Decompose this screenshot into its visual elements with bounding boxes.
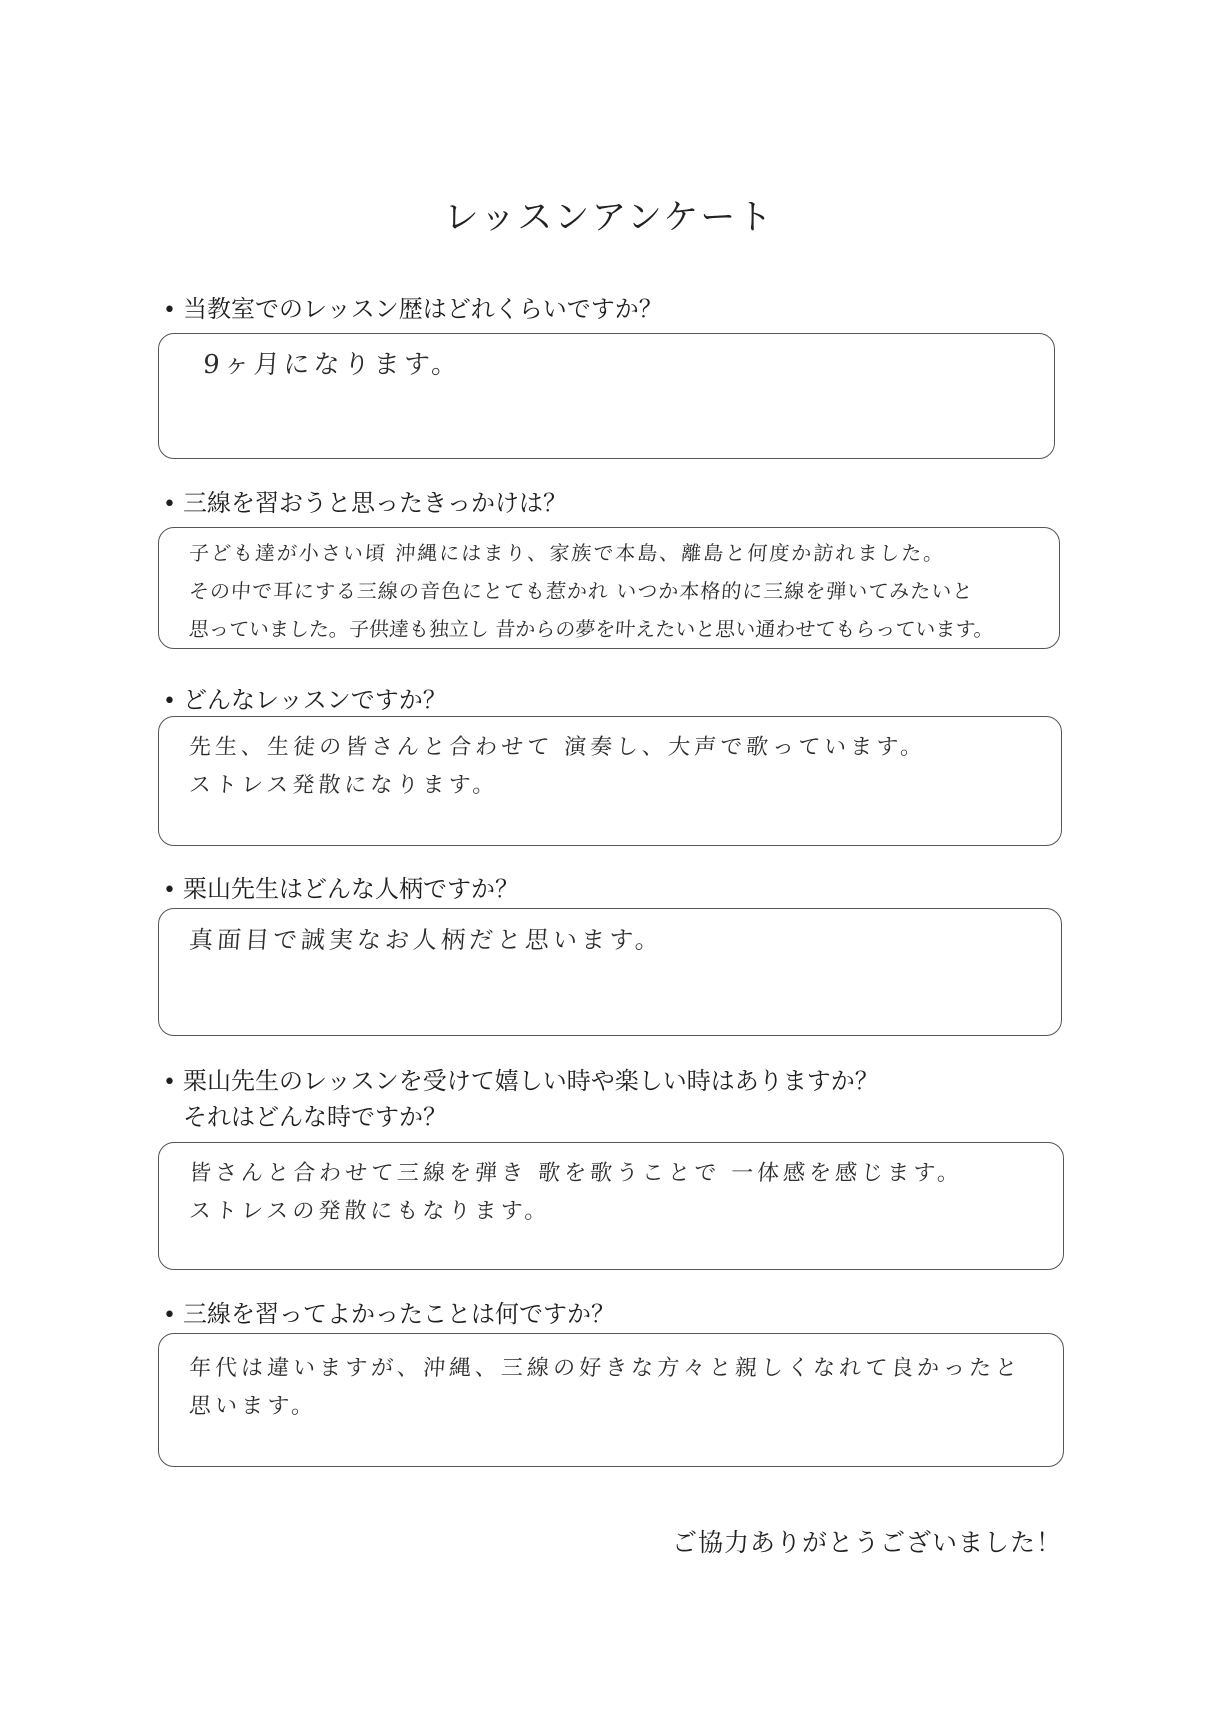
- answer-3-line-2: ストレス発散になります。: [188, 773, 500, 798]
- question-6: [163, 1297, 615, 1333]
- answer-6-line-2: 思います。: [188, 1394, 319, 1419]
- answer-5-line-2: ストレスの発散にもなります。: [188, 1199, 552, 1224]
- question-5-text-line-1: 栗山先生のレッスンを受けて嬉しい時や楽しい時はありますか？: [183, 1067, 879, 1095]
- bullet: •: [163, 689, 176, 714]
- bullet: •: [163, 298, 176, 323]
- question-3-text: どんなレッスンですか？: [183, 686, 447, 714]
- answer-box-2: [158, 527, 1060, 649]
- question-4: [163, 872, 519, 908]
- answer-3-line-1: 先生、生徒の皆さんと合わせて 演奏し、大声で歌っています。: [188, 735, 928, 760]
- thank-you-note: ご協力ありがとうございました！: [671, 1528, 1062, 1557]
- survey-title: レッスンアンケート: [443, 198, 775, 238]
- question-4-text: 栗山先生はどんな人柄ですか？: [183, 875, 519, 903]
- bullet: •: [163, 492, 176, 517]
- answer-5-line-1: 皆さんと合わせて三線を弾き 歌を歌うことで 一体感を感じます。: [188, 1161, 965, 1186]
- answer-box-6: [158, 1333, 1064, 1467]
- answer-box-4: [158, 908, 1062, 1036]
- answer-1-line-1: 9ヶ月になります。: [201, 350, 463, 380]
- answer-box-3: [158, 716, 1062, 846]
- answer-2-line-3: 思っていました。子供達も独立し 昔からの夢を叶えたいと思い通わせてもらっています。: [188, 617, 995, 641]
- question-5-text-line-2: それはどんな時ですか？: [183, 1103, 447, 1131]
- bullet: •: [163, 1303, 176, 1328]
- question-2-text: 三線を習おうと思ったきっかけは？: [183, 489, 567, 517]
- answer-box-5: [158, 1142, 1064, 1270]
- question-5: [163, 1064, 879, 1134]
- question-1-text: 当教室でのレッスン歴はどれくらいですか？: [183, 295, 663, 323]
- bullet: •: [163, 1070, 176, 1095]
- question-3: [163, 683, 447, 719]
- answer-4-line-1: 真面目で誠実なお人柄だと思います。: [188, 926, 665, 954]
- bullet: •: [163, 878, 176, 903]
- answer-6-line-1: 年代は違いますが、沖縄、三線の好きな方々と親しくなれて良かったと: [188, 1356, 1022, 1381]
- answer-2-line-2: その中で耳にする三線の音色にとても惹かれ いつか本格的に三線を弾いてみたいと: [188, 579, 975, 603]
- answer-box-1: [158, 333, 1055, 459]
- question-2: [163, 486, 567, 522]
- question-1: [163, 292, 663, 328]
- answer-2-line-1: 子ども達が小さい頃 沖縄にはまり、家族で本島、離島と何度か訪れました。: [188, 541, 947, 565]
- question-6-text: 三線を習ってよかったことは何ですか？: [183, 1300, 615, 1328]
